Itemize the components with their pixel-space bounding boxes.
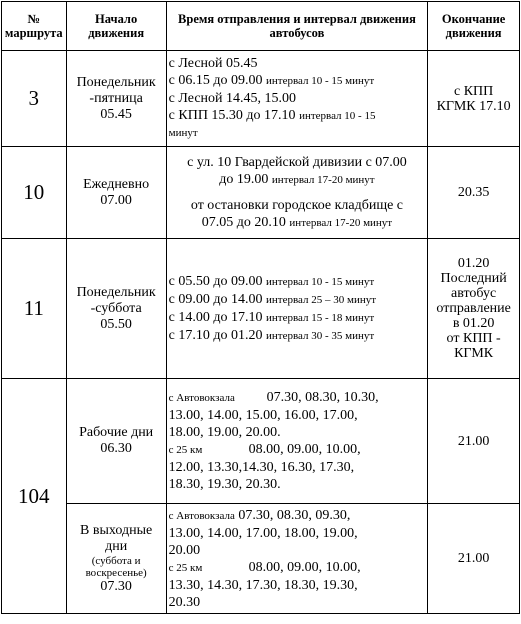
header-end: Окончание движения — [428, 2, 520, 51]
start-line: Рабочие дни — [79, 425, 154, 440]
times-interval: интервал 17-20 минут — [271, 173, 375, 186]
times-interval: интервал 15 - 18 минут — [266, 311, 375, 324]
times-range: с 17.10 до 01.20 — [168, 327, 266, 343]
start-line: 07.30 — [100, 578, 132, 594]
route-number: 11 — [2, 239, 67, 379]
end-line: автобус — [451, 286, 497, 301]
start-line: В выходные — [80, 522, 153, 538]
times-range: 07.05 до 20.10 — [201, 214, 290, 230]
times-line — [169, 107, 426, 125]
times-interval: интервал 10 - 15 — [299, 110, 376, 122]
times-origin: с Автовокзала — [168, 392, 235, 404]
table-row-route-11 — [2, 239, 520, 379]
start-line: 05.50 — [100, 316, 132, 332]
end-line: КГМК — [454, 346, 494, 361]
end-line: с КПП — [453, 83, 494, 99]
times-line: 13.00, 14.00, 17.00, 18.00, 19.00, — [168, 525, 358, 541]
table-row-route-104-weekdays — [2, 379, 520, 504]
times-line: 12.00, 13.30,14.30, 16.30, 17.30, — [168, 460, 355, 475]
times-line — [169, 327, 426, 345]
route-number: 10 — [2, 147, 67, 239]
start-line: 06.30 — [100, 441, 132, 456]
times-line: с Лесной 14.45, 15.00 — [168, 91, 297, 106]
start-line: Понедельник — [76, 284, 156, 300]
times-interval: интервал 10 - 15 минут — [266, 275, 375, 288]
times-line — [169, 273, 426, 291]
times-cell — [166, 504, 428, 614]
end-cell — [428, 239, 520, 379]
times-cell — [166, 239, 428, 379]
times-range: с 05.50 до 09.00 — [168, 273, 266, 289]
times-range: с 09.00 до 14.00 — [168, 291, 266, 307]
end-line: Последний — [440, 271, 507, 286]
header-times: Время отправления и интервал движения автобусов — [166, 2, 428, 51]
times-line: минут — [168, 127, 198, 139]
start-line: -суббота — [90, 300, 142, 316]
times-line: 18.00, 19.00, 20.00. — [168, 425, 281, 440]
times-line: от остановки городское кладбище с — [190, 197, 404, 213]
end-line: 01.20 — [457, 256, 490, 271]
times-origin: с Автовокзала — [168, 509, 235, 522]
times-line: 20.00 — [168, 542, 201, 558]
times-list: 08.00, 09.00, 10.00, — [248, 559, 361, 575]
schedule-table — [1, 1, 520, 614]
header-route: № маршрута — [2, 2, 67, 51]
times-line: 20.30 — [168, 594, 201, 610]
times-interval: интервал 17-20 минут — [289, 216, 393, 229]
end-line: отправление — [436, 301, 511, 316]
start-line: -пятница — [89, 90, 143, 106]
end-line: от КПП - — [446, 331, 501, 346]
times-line — [169, 309, 426, 327]
start-line: воскресенье) — [85, 566, 147, 579]
spacer — [169, 189, 426, 197]
start-cell — [66, 51, 166, 147]
times-interval: интервал 10 - 15 минут — [266, 75, 375, 87]
start-cell — [66, 147, 166, 239]
times-line — [169, 507, 426, 525]
times-line — [169, 72, 426, 90]
times-list: 07.30, 08.30, 09.30, — [234, 507, 351, 523]
times-line — [169, 389, 426, 407]
times-range: с КПП 15.30 до 17.10 — [168, 108, 300, 123]
times-cell — [166, 147, 428, 239]
times-line: с ул. 10 Гвардейской дивизии с 07.00 — [187, 154, 407, 170]
route-number: 3 — [2, 51, 67, 147]
end-cell: 21.00 — [428, 504, 520, 614]
times-origin: с 25 км — [168, 444, 203, 456]
table-row-route-10 — [2, 147, 520, 239]
start-line: Понедельник — [76, 74, 156, 90]
route-number: 104 — [2, 379, 67, 614]
times-line: с Лесной 05.45 — [168, 56, 258, 71]
times-list: 08.00, 09.00, 10.00, — [248, 442, 361, 457]
times-list: 07.30, 08.30, 10.30, — [266, 390, 379, 405]
times-line — [169, 559, 426, 577]
start-line: Ежедневно — [83, 176, 150, 192]
times-cell — [166, 379, 428, 504]
table-row-route-3 — [2, 51, 520, 147]
table-row-route-104-weekends — [2, 504, 520, 614]
times-line: 18.30, 19.30, 20.30. — [168, 477, 281, 492]
end-cell — [428, 51, 520, 147]
start-line: дни — [105, 538, 128, 554]
times-line — [169, 291, 426, 309]
times-range: с 14.00 до 17.10 — [168, 309, 266, 325]
end-line: в 01.20 — [452, 316, 495, 331]
start-cell — [66, 239, 166, 379]
times-line — [169, 214, 426, 232]
header-start: Начало движения — [66, 2, 166, 51]
start-cell — [66, 504, 166, 614]
end-cell: 21.00 — [428, 379, 520, 504]
times-cell — [166, 51, 428, 147]
times-range: с 06.15 до 09.00 — [168, 73, 266, 88]
times-interval: интервал 25 – 30 минут — [266, 293, 377, 306]
start-cell — [66, 379, 166, 504]
times-line — [169, 441, 426, 459]
start-line: 07.00 — [100, 192, 132, 208]
times-origin: с 25 км — [168, 561, 203, 574]
end-cell: 20.35 — [428, 147, 520, 239]
times-line — [169, 171, 426, 189]
start-line: 05.45 — [100, 106, 132, 122]
header-row — [2, 2, 520, 51]
times-line: 13.30, 14.30, 17.30, 18.30, 19.30, — [168, 577, 358, 593]
start-line: (суббота и — [91, 554, 141, 567]
times-interval: интервал 30 - 35 минут — [266, 329, 375, 342]
times-range: до 19.00 — [219, 171, 272, 187]
times-line: 13.00, 14.00, 15.00, 16.00, 17.00, — [168, 408, 358, 423]
end-line: КГМК 17.10 — [436, 98, 511, 114]
